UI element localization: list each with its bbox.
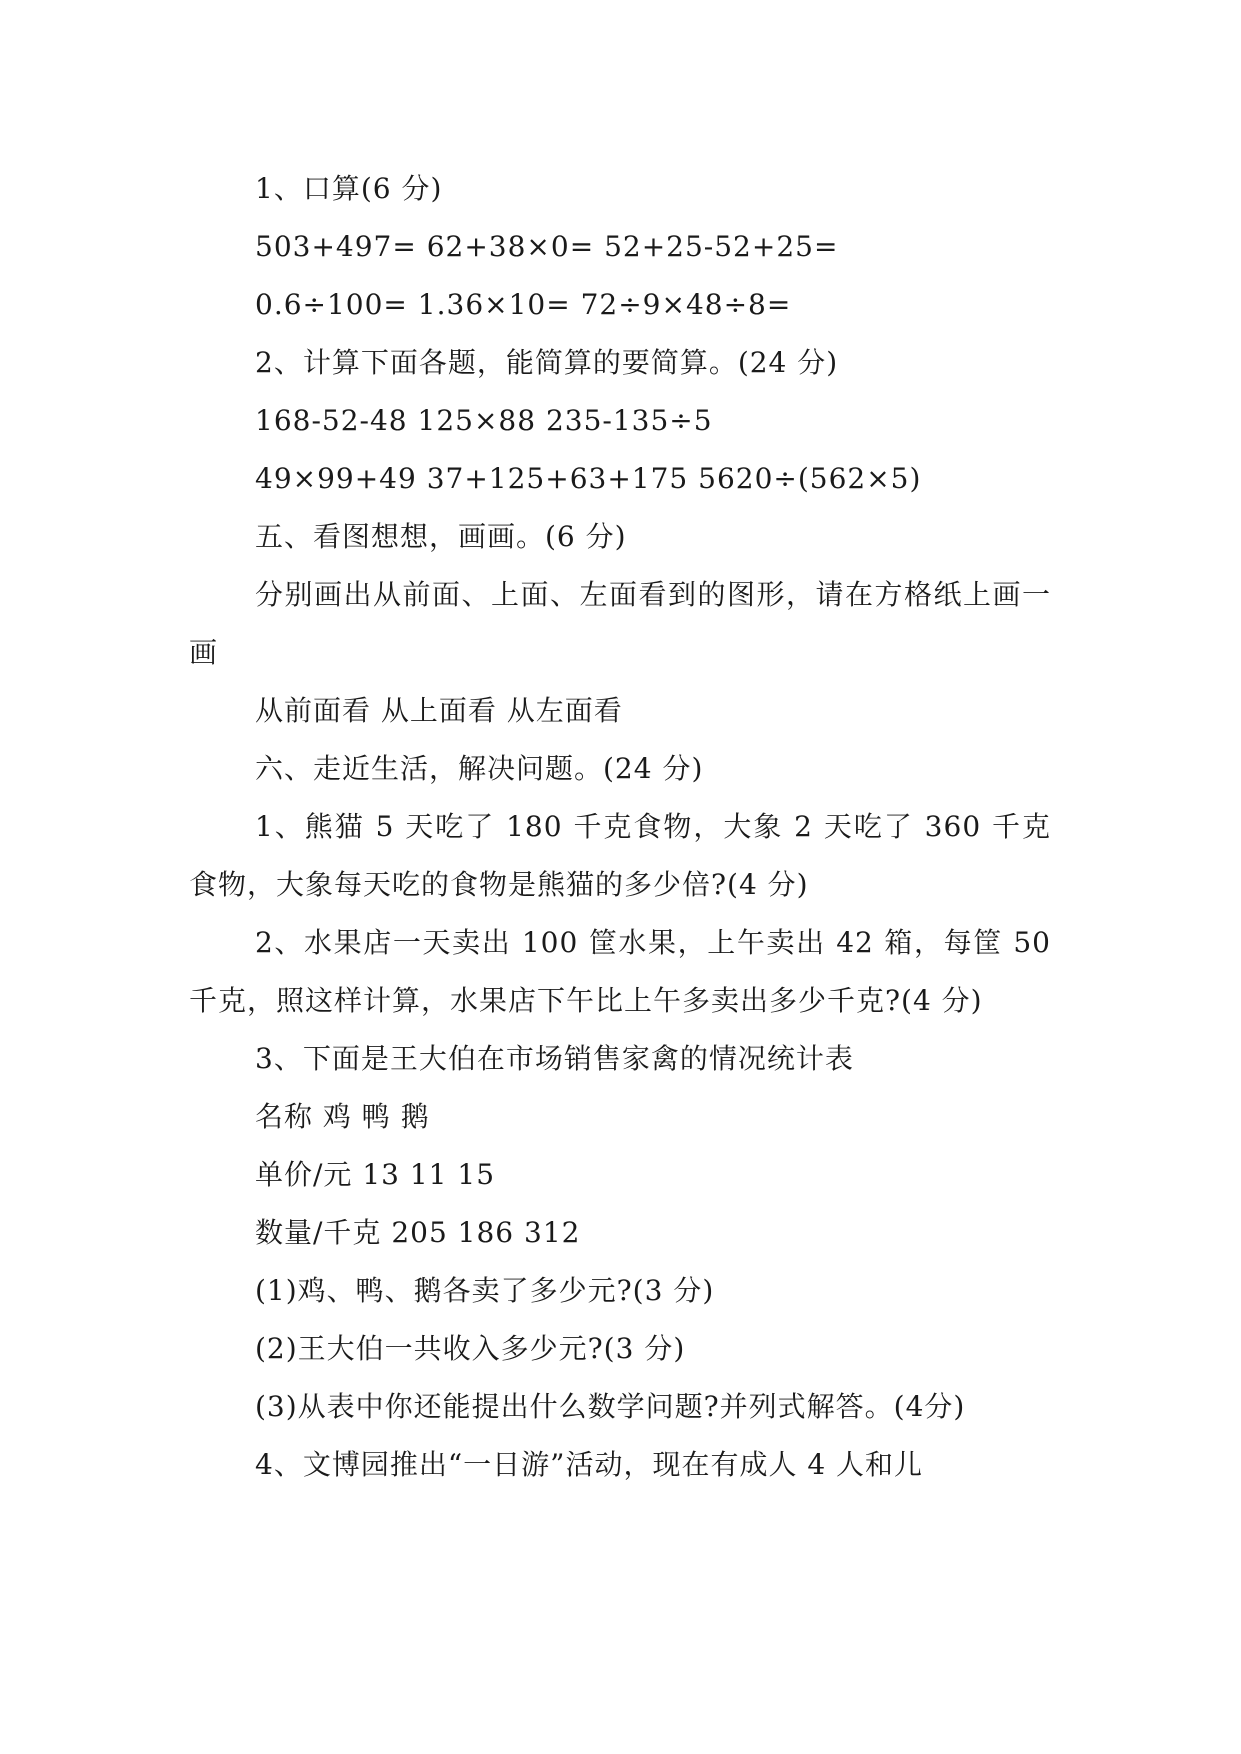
math-line: 168-52-48 125×88 235-135÷5 <box>255 404 713 437</box>
sub-question: (3)从表中你还能提出什么数学问题?并列式解答。(4分) <box>255 1390 966 1423</box>
math-line: 0.6÷100= 1.36×10= 72÷9×48÷8= <box>255 288 792 321</box>
sub-question: (2)王大伯一共收入多少元?(3 分) <box>255 1332 686 1365</box>
question-paragraph: 1、熊猫 5 天吃了 180 千克食物，大象 2 天吃了 360 千克食物，大象每天吃的食物是熊猫的多少倍?(4 分) <box>189 810 1051 901</box>
math-line: 503+497= 62+38×0= 52+25-52+25= <box>255 230 839 263</box>
section-heading: 六、走近生活，解决问题。(24 分) <box>255 752 704 785</box>
section-heading: 1、口算(6 分) <box>255 172 443 205</box>
document-body <box>189 160 1051 1494</box>
question-line: 3、下面是王大伯在市场销售家禽的情况统计表 <box>255 1042 854 1075</box>
section-heading: 五、看图想想，画画。(6 分) <box>255 520 627 553</box>
table-row: 名称 鸡 鸭 鹅 <box>255 1100 430 1133</box>
paragraph: 分别画出从前面、上面、左面看到的图形，请在方格纸上画一画 <box>189 578 1051 669</box>
question-paragraph: 2、水果店一天卖出 100 筐水果，上午卖出 42 箱，每筐 50 千克，照这样计算，水果店下午比上午多卖出多少千克?(4 分) <box>189 926 1051 1017</box>
text-line: 从前面看 从上面看 从左面看 <box>255 694 623 727</box>
section-heading: 2、计算下面各题，能简算的要简算。(24 分) <box>255 346 839 379</box>
sub-question: (1)鸡、鸭、鹅各卖了多少元?(3 分) <box>255 1274 715 1307</box>
table-row: 数量/千克 205 186 312 <box>255 1216 581 1249</box>
question-paragraph: 4、文博园推出“一日游”活动，现在有成人 4 人和儿 <box>255 1448 924 1481</box>
table-row: 单价/元 13 11 15 <box>255 1158 496 1191</box>
math-line: 49×99+49 37+125+63+175 5620÷(562×5) <box>255 462 922 495</box>
